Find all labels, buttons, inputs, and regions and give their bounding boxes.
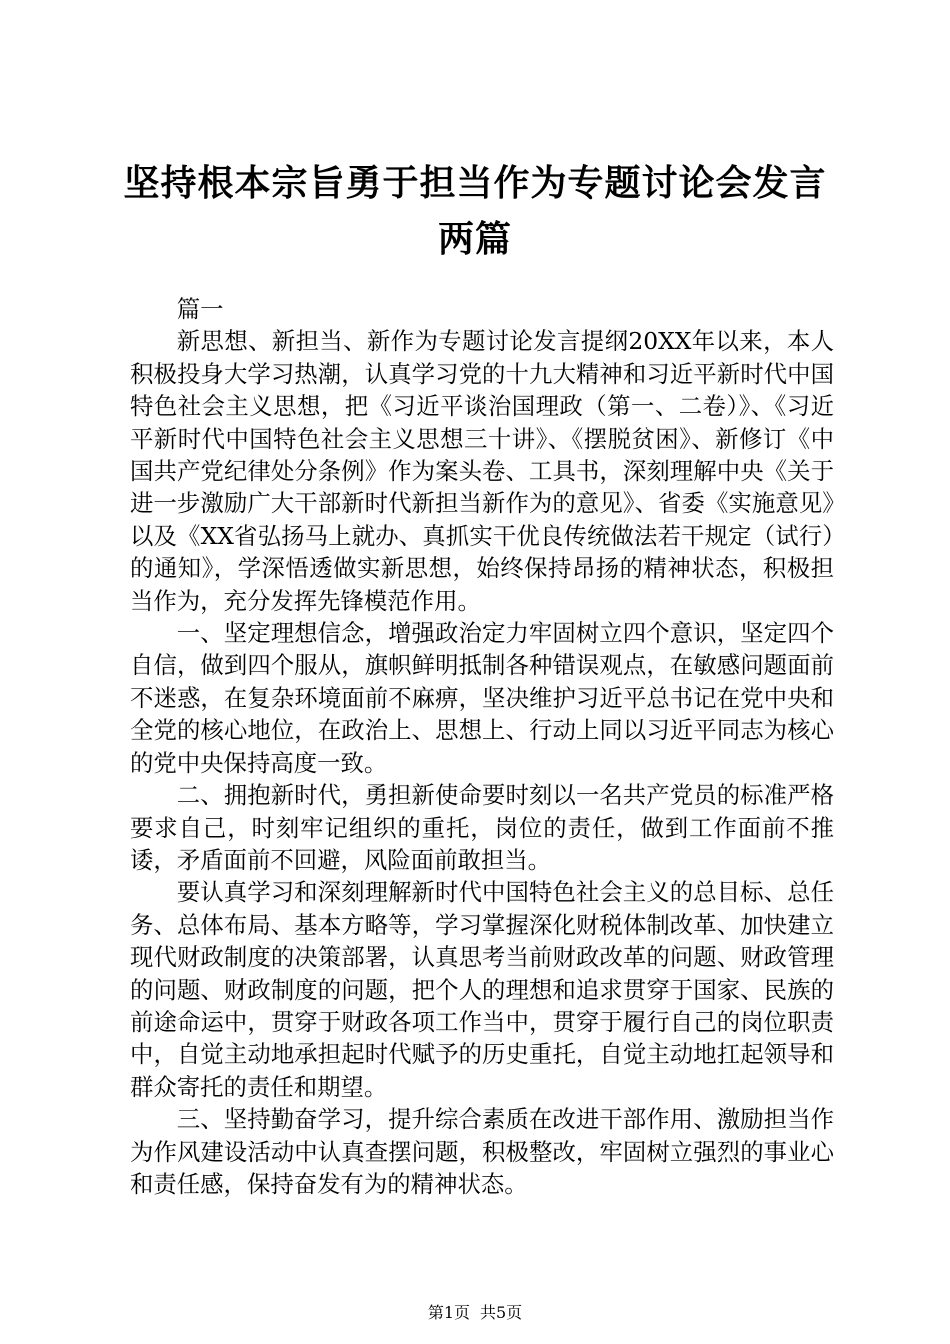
page-footer — [0, 1302, 950, 1324]
page-number: 第1页 — [427, 1303, 470, 1322]
paragraph: 三、坚持勤奋学习，提升综合素质在改进干部作用、激励担当作为作风建设活动中认真查摆问题，积极整改，牢固树立强烈的事业心和责任感，保持奋发有为的精神状态。 — [130, 1105, 834, 1198]
paragraph: 一、坚定理想信念，增强政治定力牢固树立四个意识，坚定四个自信，做到四个服从，旗帜鲜明抵制各种错误观点，在敏感问题面前不迷惑，在复杂环境面前不麻痹，坚决维护习近平总书记在党中央和全党的核心地位，在政治上、思想上、行动上同以习近平同志为核心的党中央保持高度一致。 — [130, 619, 834, 777]
paragraph: 新思想、新担当、新作为专题讨论发言提纲20XX年以来，本人积极投身大学习热潮，认真学习党的十九大精神和习近平新时代中国特色社会主义思想，把《习近平谈治国理政（第一、二卷）》、《习近平新时代中国特色社会主义思想三十讲》、《摆脱贫困》、新修订《中国共产党纪律处分条例》作为案头卷、工具书，深刻理解中央《关于进一步激励广大干部新时代新担当新作为的意见》、省委《实施意见》以及《XX省弘扬马上就办、真抓实干优良传统做法若干规定（试行）的通知》，学深悟透做实新思想，始终保持昂扬的精神状态，积极担当作为，充分发挥先锋模范作用。 — [130, 327, 834, 615]
paragraph: 要认真学习和深刻理解新时代中国特色社会主义的总目标、总任务、总体布局、基本方略等，学习掌握深化财税体制改革、加快建立现代财政制度的决策部署，认真思考当前财政改革的问题、财政管理的问题、财政制度的问题，把个人的理想和追求贯穿于国家、民族的前途命运中，贯穿于财政各项工作当中，贯穿于履行自己的岗位职责中，自觉主动地承担起时代赋予的历史重托，自觉主动地扛起领导和群众寄托的责任和期望。 — [130, 878, 834, 1101]
page-total: 共5页 — [480, 1303, 523, 1322]
section-heading: 篇一 — [176, 295, 224, 323]
document-title: 坚持根本宗旨勇于担当作为专题讨论会发言两篇 — [123, 163, 827, 260]
paragraph: 二、拥抱新时代，勇担新使命要时刻以一名共产党员的标准严格要求自己，时刻牢记组织的重托，岗位的责任，做到工作面前不推诿，矛盾面前不回避，风险面前敢担当。 — [130, 781, 834, 874]
document-body — [130, 293, 834, 1200]
